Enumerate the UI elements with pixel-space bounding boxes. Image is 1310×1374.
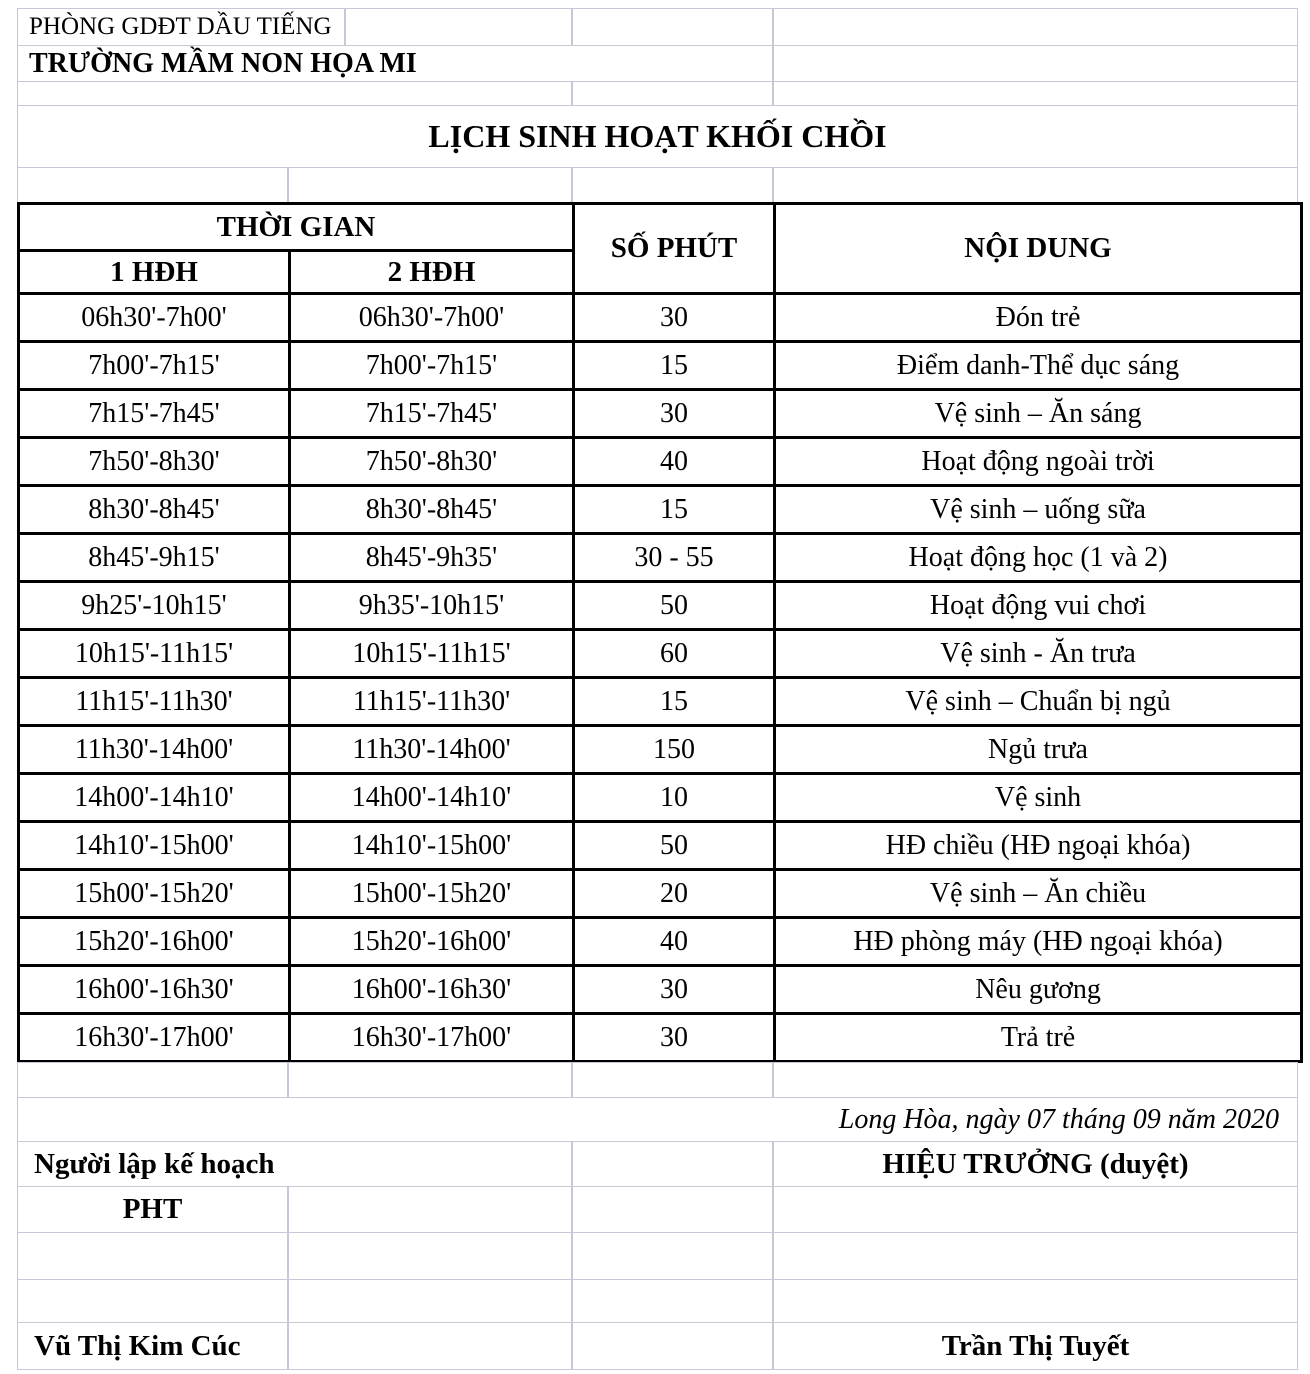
schedule-row: [19, 630, 1302, 678]
grid-cell: [773, 8, 1298, 46]
minutes-cell: 40: [574, 438, 775, 486]
schedule-row: [19, 870, 1302, 918]
session2-cell: 9h35'-10h15': [290, 582, 574, 630]
session2-cell: 14h10'-15h00': [290, 822, 574, 870]
session1-cell: 14h00'-14h10': [19, 774, 290, 822]
schedule-row: [19, 486, 1302, 534]
col-header-minutes: SỐ PHÚT: [574, 204, 775, 294]
grid-cell: [572, 8, 773, 46]
planner-name: Vũ Thị Kim Cúc: [17, 1322, 288, 1370]
schedule-row: [19, 678, 1302, 726]
content-cell: HĐ phòng máy (HĐ ngoại khóa): [775, 918, 1302, 966]
minutes-cell: 40: [574, 918, 775, 966]
session2-cell: 11h30'-14h00': [290, 726, 574, 774]
grid-cell: [288, 1062, 572, 1098]
planner-role: PHT: [17, 1186, 288, 1233]
session2-cell: 15h00'-15h20': [290, 870, 574, 918]
date-line: Long Hòa, ngày 07 tháng 09 năm 2020: [17, 1097, 1298, 1142]
approver-label: HIỆU TRƯỞNG (duyệt): [773, 1141, 1298, 1187]
session2-cell: 06h30'-7h00': [290, 294, 574, 342]
schedule-row: [19, 1014, 1302, 1062]
grid-cell: [345, 8, 572, 46]
grid-cell: [288, 1279, 572, 1323]
grid-cell: [17, 1279, 288, 1323]
minutes-cell: 150: [574, 726, 775, 774]
minutes-cell: 10: [574, 774, 775, 822]
content-cell: Đón trẻ: [775, 294, 1302, 342]
minutes-cell: 15: [574, 486, 775, 534]
grid-cell: [288, 1141, 572, 1187]
minutes-cell: 30: [574, 1014, 775, 1062]
session1-cell: 15h20'-16h00': [19, 918, 290, 966]
grid-cell: [773, 1232, 1298, 1280]
grid-cell: [572, 1322, 773, 1370]
content-cell: Ngủ trưa: [775, 726, 1302, 774]
grid-cell: [17, 1232, 288, 1280]
session2-cell: 16h30'-17h00': [290, 1014, 574, 1062]
minutes-cell: 30: [574, 294, 775, 342]
content-cell: Vệ sinh – Ăn sáng: [775, 390, 1302, 438]
session2-cell: 15h20'-16h00': [290, 918, 574, 966]
grid-cell: [773, 1062, 1298, 1098]
grid-cell: [288, 1186, 572, 1233]
schedule-row: [19, 438, 1302, 486]
grid-cell: [572, 167, 773, 203]
content-cell: Nêu gương: [775, 966, 1302, 1014]
grid-cell: [572, 1186, 773, 1233]
schedule-row: [19, 774, 1302, 822]
session1-cell: 11h30'-14h00': [19, 726, 290, 774]
grid-cell: [572, 1062, 773, 1098]
grid-cell: [17, 1062, 288, 1098]
content-cell: Vệ sinh - Ăn trưa: [775, 630, 1302, 678]
col-header-session2: 2 HĐH: [290, 251, 574, 294]
session1-cell: 15h00'-15h20': [19, 870, 290, 918]
content-cell: Vệ sinh – uống sữa: [775, 486, 1302, 534]
session1-cell: 10h15'-11h15': [19, 630, 290, 678]
session2-cell: 7h50'-8h30': [290, 438, 574, 486]
col-header-content: NỘI DUNG: [775, 204, 1302, 294]
grid-cell: [773, 1186, 1298, 1233]
session2-cell: 8h45'-9h35': [290, 534, 574, 582]
grid-cell: [572, 1279, 773, 1323]
session2-cell: 7h00'-7h15': [290, 342, 574, 390]
content-cell: Vệ sinh: [775, 774, 1302, 822]
content-cell: Vệ sinh – Ăn chiều: [775, 870, 1302, 918]
col-header-time: THỜI GIAN: [19, 204, 574, 251]
minutes-cell: 30: [574, 390, 775, 438]
minutes-cell: 15: [574, 678, 775, 726]
grid-cell: [288, 1232, 572, 1280]
grid-cell: [288, 1322, 572, 1370]
minutes-cell: 20: [574, 870, 775, 918]
schedule-row: [19, 918, 1302, 966]
planner-label: Người lập kế hoạch: [17, 1141, 288, 1187]
grid-cell: [17, 81, 572, 106]
grid-cell: [773, 167, 1298, 203]
session1-cell: 8h30'-8h45': [19, 486, 290, 534]
minutes-cell: 50: [574, 582, 775, 630]
schedule-row: [19, 534, 1302, 582]
session1-cell: 7h00'-7h15': [19, 342, 290, 390]
session2-cell: 14h00'-14h10': [290, 774, 574, 822]
minutes-cell: 30 - 55: [574, 534, 775, 582]
schedule-row: [19, 726, 1302, 774]
grid-cell: [572, 1232, 773, 1280]
session1-cell: 11h15'-11h30': [19, 678, 290, 726]
session1-cell: 06h30'-7h00': [19, 294, 290, 342]
session1-cell: 9h25'-10h15': [19, 582, 290, 630]
grid-cell: [773, 45, 1298, 82]
grid-cell: [572, 1141, 773, 1187]
session2-cell: 8h30'-8h45': [290, 486, 574, 534]
grid-cell: [17, 167, 288, 203]
schedule-row: [19, 342, 1302, 390]
grid-cell: [773, 81, 1298, 106]
page-title: LỊCH SINH HOẠT KHỐI CHỒI: [17, 105, 1298, 168]
session1-cell: 7h50'-8h30': [19, 438, 290, 486]
content-cell: Hoạt động vui chơi: [775, 582, 1302, 630]
session1-cell: 16h30'-17h00': [19, 1014, 290, 1062]
session1-cell: 7h15'-7h45': [19, 390, 290, 438]
session2-cell: 7h15'-7h45': [290, 390, 574, 438]
session1-cell: 14h10'-15h00': [19, 822, 290, 870]
grid-cell: [288, 167, 572, 203]
school-name: TRƯỜNG MẦM NON HỌA MI: [17, 45, 773, 82]
content-cell: HĐ chiều (HĐ ngoại khóa): [775, 822, 1302, 870]
minutes-cell: 30: [574, 966, 775, 1014]
grid-cell: [572, 81, 773, 106]
content-cell: Hoạt động ngoài trời: [775, 438, 1302, 486]
schedule-row: [19, 966, 1302, 1014]
schedule-body: [19, 294, 1302, 1062]
session1-cell: 8h45'-9h15': [19, 534, 290, 582]
schedule-row: [19, 822, 1302, 870]
minutes-cell: 15: [574, 342, 775, 390]
session1-cell: 16h00'-16h30': [19, 966, 290, 1014]
content-cell: Trả trẻ: [775, 1014, 1302, 1062]
approver-name: Trần Thị Tuyết: [773, 1322, 1298, 1370]
content-cell: Hoạt động học (1 và 2): [775, 534, 1302, 582]
schedule-row: [19, 390, 1302, 438]
content-cell: Vệ sinh – Chuẩn bị ngủ: [775, 678, 1302, 726]
session2-cell: 16h00'-16h30': [290, 966, 574, 1014]
col-header-session1: 1 HĐH: [19, 251, 290, 294]
grid-cell: [773, 1279, 1298, 1323]
minutes-cell: 50: [574, 822, 775, 870]
schedule-table: [17, 202, 1303, 1063]
session2-cell: 10h15'-11h15': [290, 630, 574, 678]
session2-cell: 11h15'-11h30': [290, 678, 574, 726]
minutes-cell: 60: [574, 630, 775, 678]
schedule-row: [19, 294, 1302, 342]
schedule-row: [19, 582, 1302, 630]
office-name: PHÒNG GDĐT DẦU TIẾNG: [17, 8, 345, 46]
content-cell: Điểm danh-Thể dục sáng: [775, 342, 1302, 390]
